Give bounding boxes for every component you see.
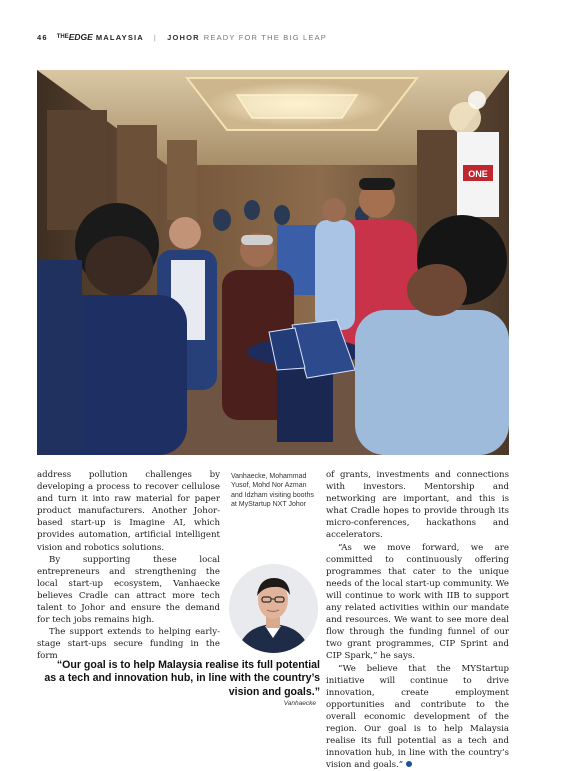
logo-edge: EDGE [69, 32, 93, 42]
paragraph: address pollution challenges by developing a process to recover cellulose and turn it into raw material for paper product manufacturers. Another Johor-based start-up is Imagine AI, which provides automation, artificial intelligent vision and robotics solutions. [37, 469, 220, 554]
article-column-right [326, 469, 509, 771]
event-photo-illustration [37, 70, 509, 455]
logo-malaysia: MALAYSIA [96, 33, 144, 42]
portrait-illustration [229, 564, 318, 653]
article-column-left [37, 469, 220, 663]
pull-quote: “Our goal is to help Malaysia realise its full potential as a tech and innovation hub, in line with the country’s vision and goals.” [44, 659, 320, 699]
paragraph [326, 663, 509, 771]
paragraph: “As we move forward, we are committed to continuously offering programmes that cater to the unique needs of the local start-up community. We will continue to work with IIB to support any related activities within our mandate and resources. We want to see more deal flow through the funding funnel of our two grant programmes, CIP Sprint and CIP Spark,” he says. [326, 542, 509, 663]
paragraph-text: “We believe that the MYStartup initiative will continue to drive innovation, create employment opportunities and contribute to the overall economic development of the region. Our goal is to help Malaysia realise its full potential as a tech and innovation hub, in line with the country’s vision and goals.” [326, 664, 509, 771]
photo-caption: Vanhaecke, Mohammad Yusof, Mohd Nor Azman and Idzham visiting booths at MyStartup NXT Johor [231, 472, 319, 509]
section-tagline: READY FOR THE BIG LEAP [204, 33, 327, 42]
portrait-photo [229, 564, 318, 653]
event-photo [37, 70, 509, 455]
header-separator: | [154, 33, 157, 42]
page-number: 46 [37, 33, 48, 42]
banner-badge-text: ONE [468, 169, 488, 179]
end-of-article-dot-icon [406, 761, 412, 767]
running-header [37, 31, 327, 43]
paragraph: By supporting these local entrepreneurs and strengthening the local start-up ecosystem, Vanhaecke believes Cradle can attract more tech talent to Johor and ensure the demand for tech jobs remains high. [37, 554, 220, 627]
paragraph: of grants, investments and connections with investors. Mentorship and networking are important, and this is what Cradle hopes to provide through its micro-conferences, hackathons and accelerators. [326, 469, 509, 542]
section-name: JOHOR [167, 33, 200, 42]
paragraph: The support extends to helping early-stage start-ups secure funding in the form [37, 626, 220, 662]
logo-the: THE [57, 34, 69, 40]
pull-quote-attribution: Vanhaecke [220, 700, 316, 707]
